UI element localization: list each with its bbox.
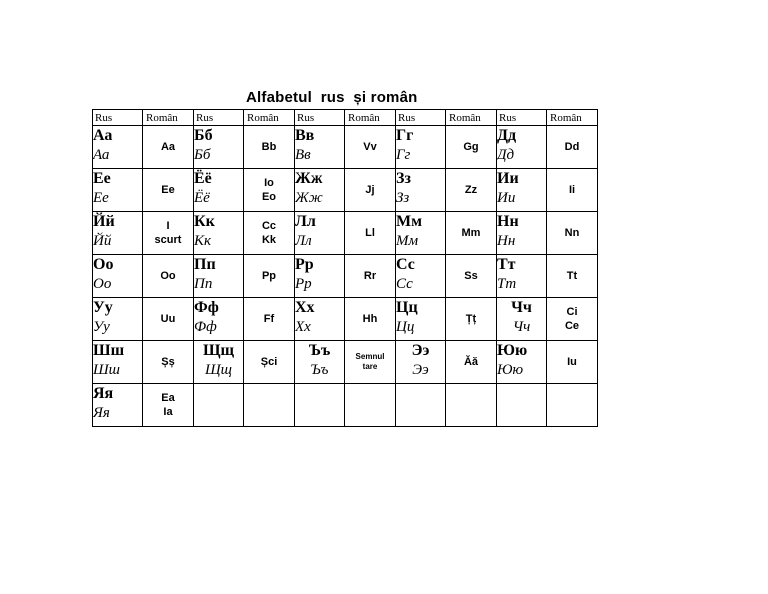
roman-equivalent-cell bbox=[547, 341, 598, 384]
rus-uppercase-pair: Вв bbox=[295, 127, 315, 144]
rus-italic-pair: Нн bbox=[497, 233, 516, 249]
roman-equivalent: Tt bbox=[566, 270, 578, 282]
rus-italic-pair: Цц bbox=[396, 319, 415, 335]
roman-equivalent: Kk bbox=[261, 234, 277, 246]
rus-uppercase-pair: Шш bbox=[93, 342, 125, 359]
rus-letter-cell bbox=[93, 298, 143, 341]
roman-equivalent-cell bbox=[446, 384, 497, 427]
header-roman: Român bbox=[345, 110, 396, 126]
rus-uppercase-pair: Зз bbox=[396, 170, 411, 187]
rus-letter-cell bbox=[194, 341, 244, 384]
rus-italic-pair: Щщ bbox=[205, 362, 232, 378]
rus-italic-pair: Рр bbox=[295, 276, 312, 292]
rus-italic-pair: Ёё bbox=[194, 190, 210, 206]
table-row bbox=[93, 212, 598, 255]
roman-equivalent: Gg bbox=[463, 141, 479, 153]
rus-letter-cell bbox=[497, 255, 547, 298]
roman-equivalent-cell bbox=[446, 169, 497, 212]
alphabet-table bbox=[92, 109, 598, 427]
rus-letter-cell bbox=[194, 126, 244, 169]
roman-equivalent-cell bbox=[345, 126, 396, 169]
rus-uppercase-pair: Йй bbox=[93, 213, 115, 230]
rus-letter-cell bbox=[295, 298, 345, 341]
rus-italic-pair: Фф bbox=[194, 319, 217, 335]
roman-equivalent-cell bbox=[244, 384, 295, 427]
alphabet-table-body bbox=[93, 110, 598, 427]
rus-italic-pair: Ээ bbox=[412, 362, 429, 378]
rus-uppercase-pair: Сс bbox=[396, 256, 415, 273]
rus-italic-pair: Шш bbox=[93, 362, 120, 378]
roman-equivalent-cell bbox=[446, 298, 497, 341]
rus-letter-cell bbox=[396, 169, 446, 212]
roman-equivalent: Hh bbox=[362, 313, 378, 325]
rus-italic-pair: Кк bbox=[194, 233, 211, 249]
roman-equivalent: Aa bbox=[160, 141, 176, 153]
roman-equivalent-cell bbox=[143, 384, 194, 427]
rus-uppercase-pair: Кк bbox=[194, 213, 215, 230]
rus-italic-pair: Гг bbox=[396, 147, 411, 163]
roman-equivalent-cell bbox=[547, 212, 598, 255]
rus-uppercase-pair: Мм bbox=[396, 213, 422, 230]
roman-equivalent: Țț bbox=[465, 313, 477, 325]
rus-italic-pair: Яя bbox=[93, 405, 110, 421]
rus-uppercase-pair: Хх bbox=[295, 299, 315, 316]
rus-italic-pair: Тт bbox=[497, 276, 517, 292]
roman-equivalent: Ff bbox=[263, 313, 275, 325]
roman-equivalent-cell bbox=[345, 255, 396, 298]
header-roman: Român bbox=[244, 110, 295, 126]
rus-letter-cell bbox=[295, 126, 345, 169]
rus-uppercase-pair: Нн bbox=[497, 213, 519, 230]
table-row bbox=[93, 384, 598, 427]
roman-equivalent: Ee bbox=[161, 184, 175, 196]
header-rus: Rus bbox=[93, 110, 143, 126]
roman-equivalent: Ii bbox=[568, 184, 576, 196]
roman-equivalent-cell bbox=[547, 169, 598, 212]
rus-italic-pair: Лл bbox=[295, 233, 312, 249]
roman-equivalent-cell bbox=[244, 298, 295, 341]
roman-equivalent: Nn bbox=[564, 227, 580, 239]
rus-letter-cell bbox=[497, 341, 547, 384]
roman-equivalent: scurt bbox=[154, 234, 182, 246]
roman-equivalent: Ia bbox=[163, 406, 173, 418]
roman-equivalent-cell bbox=[143, 298, 194, 341]
rus-italic-pair: Вв bbox=[295, 147, 311, 163]
rus-uppercase-pair: Оо bbox=[93, 256, 114, 273]
rus-uppercase-pair: Бб bbox=[194, 127, 213, 144]
header-rus: Rus bbox=[396, 110, 446, 126]
roman-equivalent: Pp bbox=[261, 270, 277, 282]
rus-letter-cell bbox=[396, 384, 446, 427]
rus-uppercase-pair: Жж bbox=[295, 170, 323, 187]
roman-equivalent: Cc bbox=[261, 220, 277, 232]
roman-equivalent: Bb bbox=[261, 141, 277, 153]
roman-equivalent-cell bbox=[143, 169, 194, 212]
rus-uppercase-pair: Гг bbox=[396, 127, 414, 144]
rus-letter-cell bbox=[194, 298, 244, 341]
header-rus: Rus bbox=[194, 110, 244, 126]
rus-uppercase-pair: Дд bbox=[497, 127, 517, 144]
header-roman: Român bbox=[446, 110, 497, 126]
rus-italic-pair: Бб bbox=[194, 147, 211, 163]
roman-equivalent-cell bbox=[345, 298, 396, 341]
rus-italic-pair: Ъъ bbox=[310, 362, 329, 378]
roman-equivalent: Vv bbox=[363, 141, 377, 153]
roman-equivalent-cell bbox=[446, 212, 497, 255]
rus-uppercase-pair: Пп bbox=[194, 256, 216, 273]
roman-equivalent: tare bbox=[362, 362, 378, 371]
roman-equivalent-cell bbox=[244, 212, 295, 255]
rus-italic-pair: Уу bbox=[93, 319, 110, 335]
roman-equivalent: Ce bbox=[564, 320, 580, 332]
roman-equivalent-cell bbox=[244, 169, 295, 212]
roman-equivalent: Șș bbox=[161, 356, 175, 368]
roman-equivalent: Dd bbox=[564, 141, 580, 153]
table-row bbox=[93, 255, 598, 298]
roman-equivalent-cell bbox=[446, 341, 497, 384]
rus-italic-pair: Чч bbox=[512, 319, 531, 335]
rus-letter-cell bbox=[396, 126, 446, 169]
rus-italic-pair: Аа bbox=[93, 147, 110, 163]
roman-equivalent-cell bbox=[547, 298, 598, 341]
rus-uppercase-pair: Юю bbox=[497, 342, 528, 359]
table-row bbox=[93, 341, 598, 384]
rus-uppercase-pair: Щщ bbox=[202, 342, 235, 359]
roman-equivalent-cell bbox=[446, 255, 497, 298]
rus-letter-cell bbox=[194, 255, 244, 298]
rus-letter-cell bbox=[295, 212, 345, 255]
rus-italic-pair: Юю bbox=[497, 362, 524, 378]
rus-uppercase-pair: Ее bbox=[93, 170, 111, 187]
rus-italic-pair: Дд bbox=[497, 147, 515, 163]
roman-equivalent: Mm bbox=[461, 227, 481, 239]
rus-uppercase-pair: Ъъ bbox=[308, 342, 331, 359]
rus-uppercase-pair: Ёё bbox=[194, 170, 212, 187]
rus-italic-pair: Зз bbox=[396, 190, 410, 206]
roman-equivalent-cell bbox=[244, 255, 295, 298]
roman-equivalent-cell bbox=[143, 255, 194, 298]
rus-uppercase-pair: Тт bbox=[497, 256, 516, 273]
roman-equivalent: Oo bbox=[160, 270, 176, 282]
rus-uppercase-pair: Цц bbox=[396, 299, 418, 316]
rus-uppercase-pair: Фф bbox=[194, 299, 219, 316]
roman-equivalent-cell bbox=[345, 384, 396, 427]
rus-italic-pair: Хх bbox=[295, 319, 311, 335]
rus-italic-pair: Жж bbox=[295, 190, 323, 206]
roman-equivalent-cell bbox=[345, 212, 396, 255]
roman-equivalent: Iu bbox=[567, 356, 577, 368]
table-row bbox=[93, 126, 598, 169]
rus-letter-cell bbox=[93, 384, 143, 427]
page-title: Alfabetul rus și român bbox=[246, 89, 418, 106]
rus-uppercase-pair: Чч bbox=[511, 299, 532, 316]
roman-equivalent: Uu bbox=[160, 313, 176, 325]
header-roman: Român bbox=[547, 110, 598, 126]
header-rus: Rus bbox=[497, 110, 547, 126]
roman-equivalent-cell bbox=[547, 384, 598, 427]
table-row bbox=[93, 298, 598, 341]
rus-letter-cell bbox=[93, 169, 143, 212]
rus-letter-cell bbox=[295, 341, 345, 384]
rus-letter-cell bbox=[93, 126, 143, 169]
roman-equivalent-cell bbox=[244, 126, 295, 169]
rus-letter-cell bbox=[295, 255, 345, 298]
roman-equivalent: Ss bbox=[464, 270, 478, 282]
rus-italic-pair: Ее bbox=[93, 190, 109, 206]
rus-letter-cell bbox=[93, 341, 143, 384]
rus-uppercase-pair: Ии bbox=[497, 170, 519, 187]
roman-equivalent: Ea bbox=[161, 392, 175, 404]
rus-italic-pair: Мм bbox=[396, 233, 419, 249]
header-roman: Român bbox=[143, 110, 194, 126]
roman-equivalent: Io bbox=[264, 177, 274, 189]
rus-letter-cell bbox=[194, 384, 244, 427]
rus-italic-pair: Ии bbox=[497, 190, 516, 206]
rus-uppercase-pair: Аа bbox=[93, 127, 113, 144]
rus-letter-cell bbox=[194, 212, 244, 255]
rus-italic-pair: Йй bbox=[93, 233, 112, 249]
header-rus: Rus bbox=[295, 110, 345, 126]
rus-letter-cell bbox=[497, 212, 547, 255]
roman-equivalent: Șci bbox=[260, 356, 278, 368]
roman-equivalent-cell bbox=[547, 126, 598, 169]
rus-letter-cell bbox=[93, 255, 143, 298]
table-header-row bbox=[93, 110, 598, 126]
rus-italic-pair: Сс bbox=[396, 276, 413, 292]
roman-equivalent: Ăă bbox=[463, 356, 479, 368]
rus-letter-cell bbox=[396, 298, 446, 341]
rus-uppercase-pair: Яя bbox=[93, 385, 114, 402]
roman-equivalent-cell bbox=[446, 126, 497, 169]
rus-uppercase-pair: Лл bbox=[295, 213, 316, 230]
roman-equivalent-cell bbox=[345, 169, 396, 212]
roman-equivalent: Eo bbox=[261, 191, 277, 203]
roman-equivalent: I bbox=[166, 220, 170, 232]
roman-equivalent: Zz bbox=[464, 184, 478, 196]
rus-uppercase-pair: Ээ bbox=[411, 342, 430, 359]
roman-equivalent: Semnul bbox=[355, 352, 385, 361]
roman-equivalent-cell bbox=[143, 341, 194, 384]
rus-letter-cell bbox=[497, 169, 547, 212]
rus-letter-cell bbox=[396, 255, 446, 298]
rus-letter-cell bbox=[396, 212, 446, 255]
rus-letter-cell bbox=[295, 169, 345, 212]
roman-equivalent: Rr bbox=[363, 270, 377, 282]
rus-letter-cell bbox=[497, 384, 547, 427]
roman-equivalent-cell bbox=[244, 341, 295, 384]
table-row bbox=[93, 169, 598, 212]
rus-letter-cell bbox=[194, 169, 244, 212]
roman-equivalent-cell bbox=[345, 341, 396, 384]
rus-uppercase-pair: Рр bbox=[295, 256, 314, 273]
roman-equivalent-cell bbox=[143, 212, 194, 255]
rus-letter-cell bbox=[295, 384, 345, 427]
roman-equivalent: Jj bbox=[365, 184, 375, 196]
rus-italic-pair: Оо bbox=[93, 276, 112, 292]
roman-equivalent-cell bbox=[143, 126, 194, 169]
rus-uppercase-pair: Уу bbox=[93, 299, 113, 316]
roman-equivalent-cell bbox=[547, 255, 598, 298]
rus-letter-cell bbox=[93, 212, 143, 255]
rus-letter-cell bbox=[396, 341, 446, 384]
rus-letter-cell bbox=[497, 298, 547, 341]
roman-equivalent: Ci bbox=[566, 306, 578, 318]
rus-italic-pair: Пп bbox=[194, 276, 213, 292]
rus-letter-cell bbox=[497, 126, 547, 169]
roman-equivalent: Ll bbox=[365, 227, 375, 239]
